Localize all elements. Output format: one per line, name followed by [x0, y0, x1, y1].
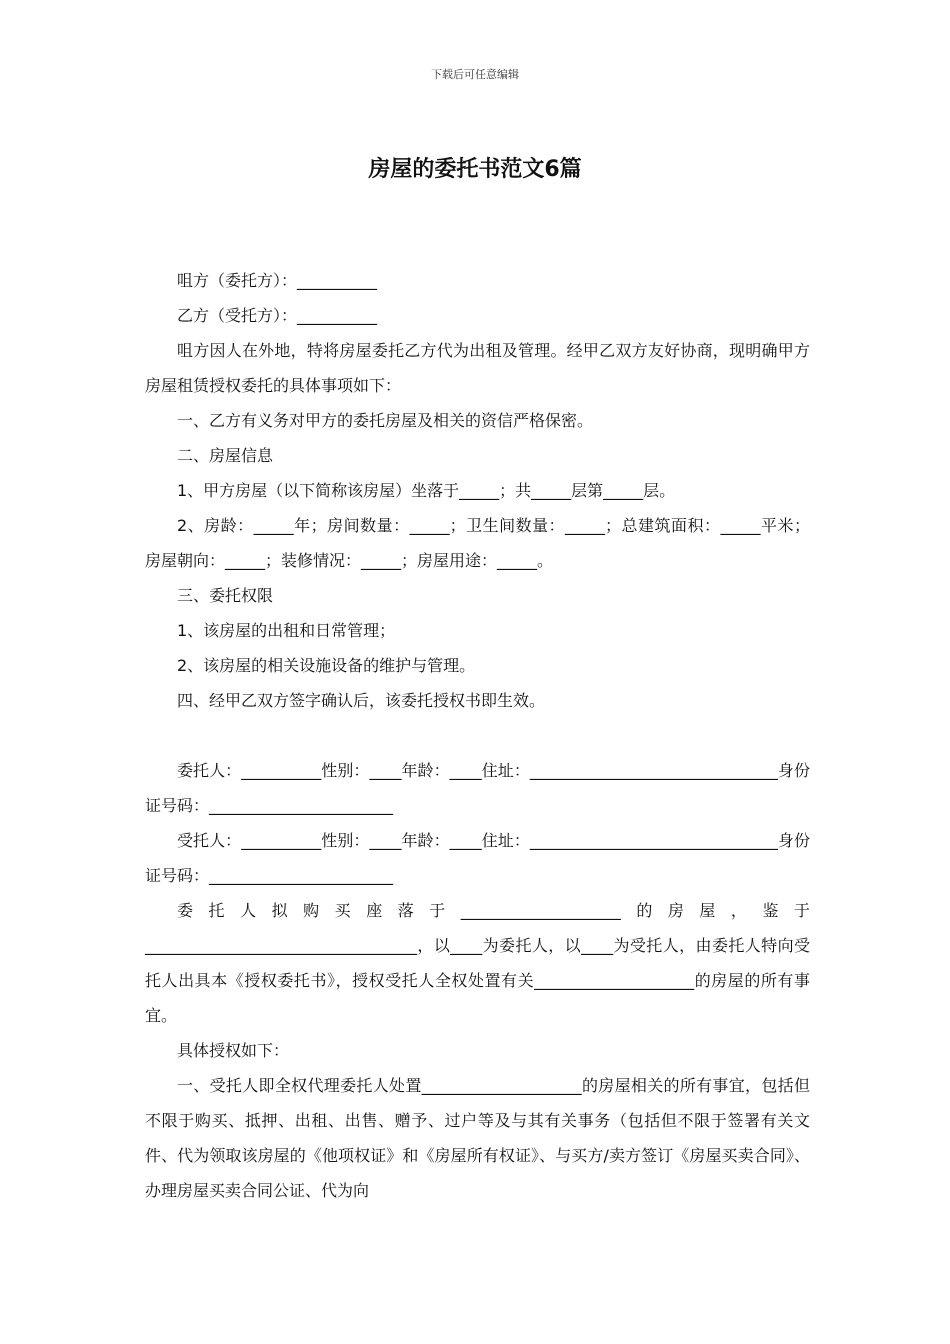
blank-line [145, 718, 810, 753]
party-b-line: 乙方（受托方）：__________ [177, 306, 378, 325]
authority-item-2: 2、该房屋的相关设施设备的维护与管理。 [177, 656, 476, 675]
document-body [145, 263, 810, 1208]
document-title: 房屋的委托书范文6篇 [368, 157, 582, 182]
effective-clause: 四、经甲乙双方签字确认后，该委托授权书即生效。 [177, 691, 546, 710]
authorization-paragraph: 委托人拟购买座落于____________________的房屋，鉴于__________________________________，以____为委托人，以____为受托人，由委托人特向受托人出具本《授权委托书》，授权受托人全权处置有关____________________的房屋的所有事宜。 [145, 901, 810, 1025]
intro-paragraph: 咀方因人在外地，特将房屋委托乙方代为出租及管理。经甲乙双方友好协商，现明确甲方房屋租赁授权委托的具体事项如下： [145, 341, 810, 395]
specific-authorization-heading: 具体授权如下： [177, 1041, 290, 1060]
house-location: 1、甲方房屋（以下简称该房屋）坐落于_____；共_____层第_____层。 [177, 481, 676, 500]
page-header: 下载后可任意编辑 [431, 68, 519, 81]
house-details: 2、房龄：_____年；房间数量：_____；卫生间数量：_____；总建筑面积：_____平米；房屋朝向：_____；装修情况：_____；房屋用途：_____。 [145, 516, 810, 570]
clause-confidentiality: 一、乙方有义务对甲方的委托房屋及相关的资信严格保密。 [177, 411, 594, 430]
party-a-line: 咀方（委托方）：__________ [177, 271, 378, 290]
section-house-info: 二、房屋信息 [177, 446, 274, 465]
principal-info: 委托人：__________性别：____年龄：____住址：_______________________________身份证号码：_______________________ [145, 761, 810, 815]
agent-info: 受托人：__________性别：____年龄：____住址：_______________________________身份证号码：_______________________ [145, 831, 810, 885]
section-authority: 三、委托权限 [177, 586, 274, 605]
authorization-item-1: 一、受托人即全权代理委托人处置____________________的房屋相关的所有事宜，包括但不限于购买、抵押、出租、出售、赠予、过户等及与其有关事务（包括但不限于签署有关文件、代为领取该房屋的《他项权证》和《房屋所有权证》、与买方/卖方签订《房屋买卖合同》、办理房屋买卖合同公证、代为向 [145, 1076, 810, 1200]
authority-item-1: 1、该房屋的出租和日常管理； [177, 621, 396, 640]
